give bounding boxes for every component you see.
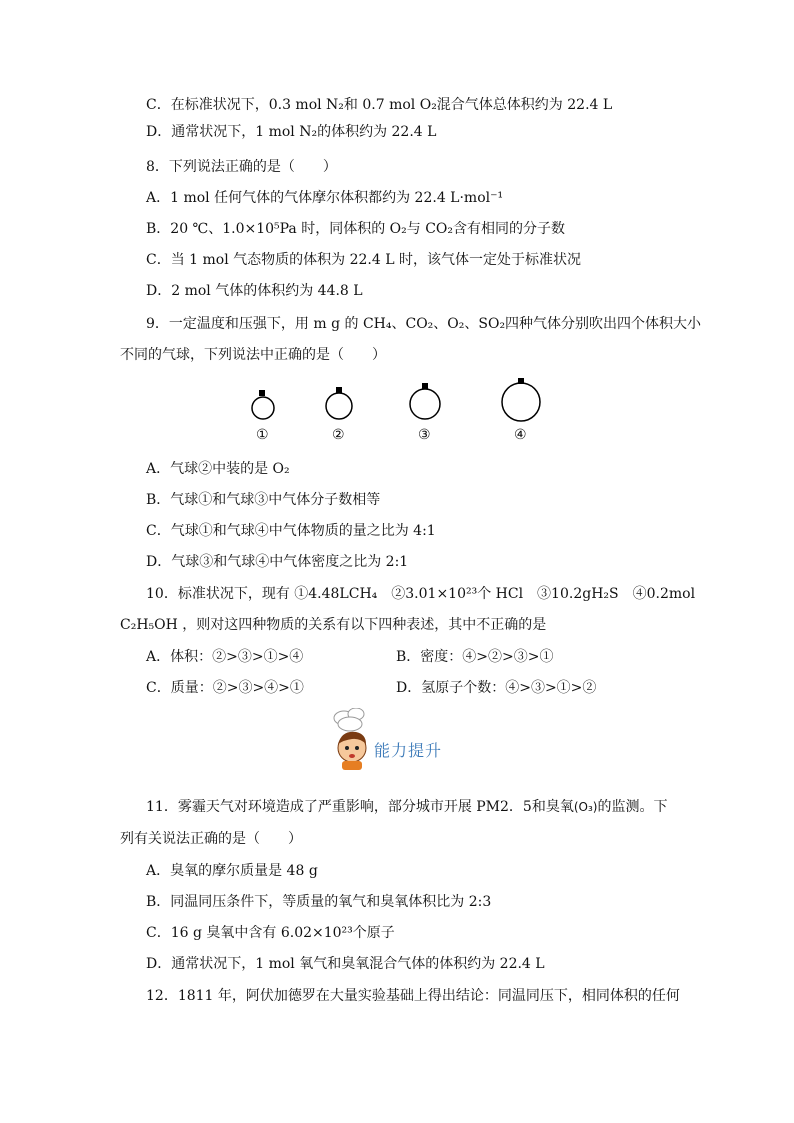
q11-option-d: D．通常状况下，1 mol 氧气和臭氧混合气体的体积约为 22.4 L — [146, 956, 545, 972]
balloon-label-1: ① — [256, 427, 269, 443]
balloon-label-3: ③ — [418, 427, 431, 443]
q11-stem-tail: 的监测。下 — [597, 799, 668, 815]
q10-option-a: A．体积：②>③>①>④ — [146, 649, 304, 665]
q11-option-b: B．同温同压条件下，等质量的氧气和臭氧体积比为 2:3 — [146, 894, 492, 910]
q9-option-d: D．气球③和气球④中气体密度之比为 2:1 — [146, 554, 409, 570]
q9-option-a: A．气球②中装的是 O₂ — [146, 461, 290, 477]
q8-option-c: C．当 1 mol 气态物质的体积为 22.4 L 时，该气体一定处于标准状况 — [146, 252, 581, 268]
q7-option-d: D．通常状况下，1 mol N₂的体积约为 22.4 L — [146, 124, 437, 140]
q9-stem-line2: 不同的气球，下列说法中正确的是（ ） — [120, 347, 386, 363]
q9-option-b: B．气球①和气球③中气体分子数相等 — [146, 492, 381, 508]
q12-stem-line1: 12．1811 年，阿伏加德罗在大量实验基础上得出结论：同温同压下，相同体积的任何 — [146, 988, 680, 1004]
balloon-label-2: ② — [332, 427, 345, 443]
q10-stem-line1: 10．标准状况下，现有 ①4.48LCH₄ ②3.01×10²³个 HCl ③10.2gH₂S ④0.2mol — [146, 586, 696, 602]
q9-option-c: C．气球①和气球④中气体物质的量之比为 4:1 — [146, 523, 436, 539]
q11-stem-line1 — [146, 798, 667, 816]
q9-stem-line1: 9．一定温度和压强下，用 m g 的 CH₄、CO₂、O₂、SO₂四种气体分别吹出四个体积大小 — [146, 316, 702, 332]
ozone-formula: (O₃) — [573, 800, 598, 814]
q8-option-b: B．20 ℃、1.0×10⁵Pa 时，同体积的 O₂与 CO₂含有相同的分子数 — [146, 221, 566, 237]
balloon-diagram — [230, 378, 560, 448]
q8-option-d: D．2 mol 气体的体积约为 44.8 L — [146, 283, 363, 299]
balloon-figure — [230, 378, 560, 448]
q8-stem: 8．下列说法正确的是（ ） — [146, 159, 337, 175]
balloon-3 — [410, 383, 440, 419]
q11-option-a: A．臭氧的摩尔质量是 48 g — [146, 863, 318, 879]
balloon-label-4: ④ — [514, 427, 527, 443]
balloon-2 — [326, 387, 352, 419]
section-badge — [326, 708, 466, 772]
balloon-1 — [252, 390, 274, 419]
q8-option-a: A．1 mol 任何气体的气体摩尔体积都约为 22.4 L·mol⁻¹ — [146, 190, 504, 206]
balloon-4 — [502, 378, 540, 421]
q11-option-c: C．16 g 臭氧中含有 6.02×10²³个原子 — [146, 925, 395, 941]
q10-stem-line2: C₂H₅OH ，则对这四种物质的关系有以下四种表述，其中不正确的是 — [120, 617, 547, 633]
q10-option-b: B．密度：④>②>③>① — [396, 649, 554, 665]
q11-stem-text: 11．雾霾天气对环境造成了严重影响，部分城市开展 PM2．5和臭氧 — [146, 799, 574, 815]
q10-option-c: C．质量：②>③>④>① — [146, 680, 304, 696]
q7-option-c: C．在标准状况下，0.3 mol N₂和 0.7 mol O₂混合气体总体积约为 22.4 L — [146, 97, 613, 113]
section-title: 能力提升 — [374, 741, 443, 760]
q11-stem-line2: 列有关说法正确的是（ ） — [120, 831, 302, 847]
q10-option-d: D．氢原子个数：④>③>①>② — [396, 680, 597, 696]
